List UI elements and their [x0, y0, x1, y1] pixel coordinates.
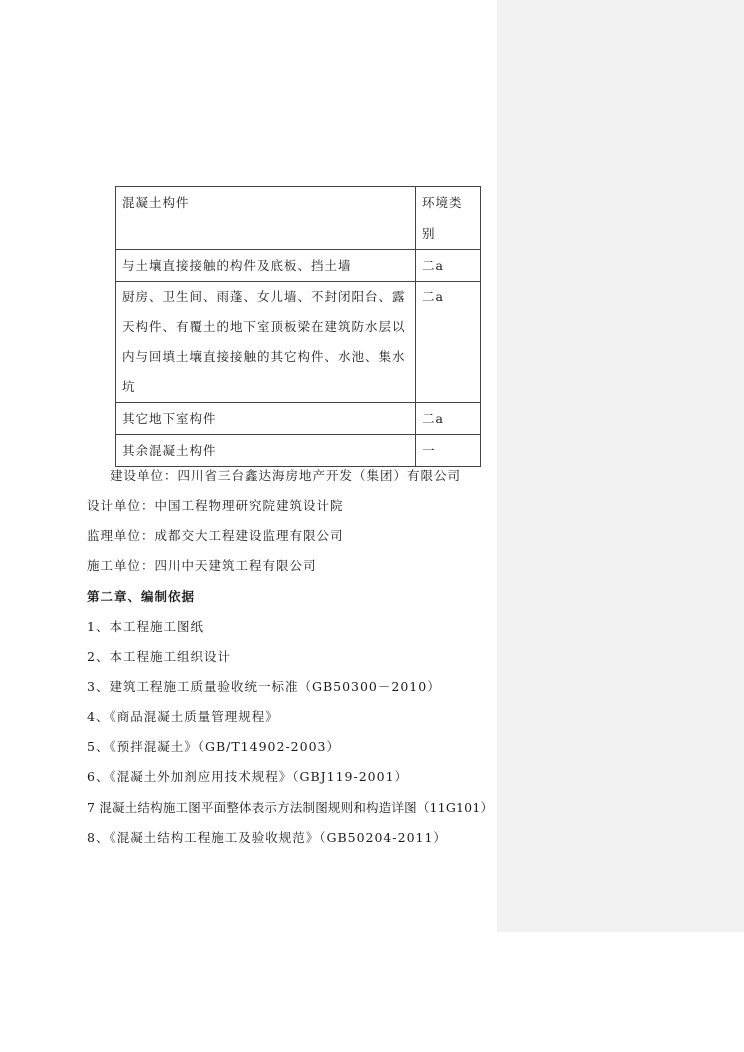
table-header-row [116, 187, 481, 250]
basis-item: 6、《混凝土外加剂应用技术规程》（GBJ119-2001） [87, 769, 409, 784]
table-cell: 其余混凝土构件 [116, 435, 416, 467]
table-cell: 一 [416, 435, 481, 467]
table-row [116, 282, 481, 403]
table-cell: 与土壤直接接触的构件及底板、挡土墙 [116, 250, 416, 282]
table-row [116, 435, 481, 467]
table-cell: 其它地下室构件 [116, 403, 416, 435]
supervision-unit: 监理单位：成都交大工程建设监理有限公司 [87, 528, 344, 543]
comment-sidebar [497, 0, 744, 932]
environment-category-table [115, 186, 481, 467]
design-unit: 设计单位：中国工程物理研究院建筑设计院 [87, 498, 344, 513]
basis-item: 2、本工程施工组织设计 [87, 649, 231, 664]
table-cell: 二a [416, 403, 481, 435]
table-header-cell: 环境类别 [416, 187, 481, 250]
table-cell: 二a [416, 250, 481, 282]
basis-item: 7 混凝土结构施工图平面整体表示方法制图规则和构造详图（11G101） [87, 800, 494, 815]
table-cell: 二a [416, 282, 481, 403]
basis-item: 5、《预拌混凝土》（GB/T14902-2003） [87, 739, 340, 754]
table-header-cell: 混凝土构件 [116, 187, 416, 250]
chapter-title: 第二章、编制依据 [87, 589, 196, 604]
table-row [116, 403, 481, 435]
table-cell: 厨房、卫生间、雨蓬、女儿墙、不封闭阳台、露天构件、有覆土的地下室顶板梁在建筑防水层以内与回填土壤直接接触的其它构件、水池、集水坑 [116, 282, 416, 403]
basis-item: 8、《混凝土结构工程施工及验收规范》（GB50204-2011） [87, 830, 447, 845]
basis-item: 4、《商品混凝土质量管理规程》 [87, 709, 279, 724]
table-row [116, 250, 481, 282]
contractor-unit: 施工单位：四川中天建筑工程有限公司 [87, 558, 317, 573]
basis-item: 1、本工程施工图纸 [87, 619, 204, 634]
construction-unit: 建设单位：四川省三台鑫达海房地产开发（集团）有限公司 [110, 468, 462, 483]
basis-item: 3、建筑工程施工质量验收统一标准（GB50300－2010） [87, 679, 441, 694]
